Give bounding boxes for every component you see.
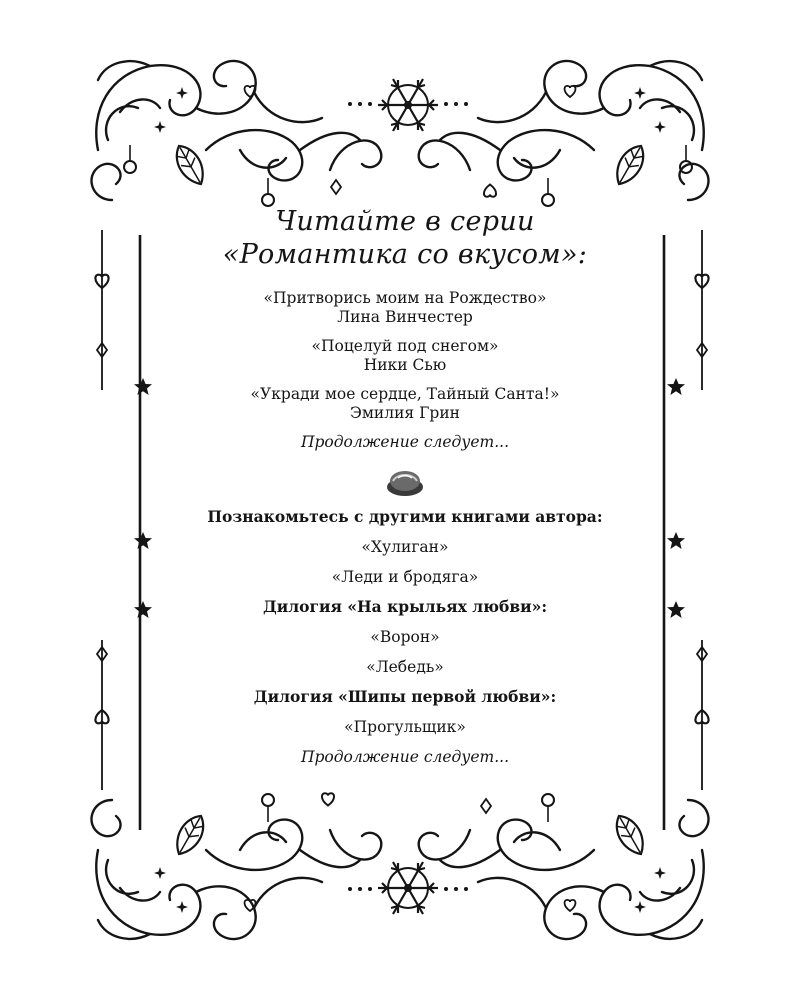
book-title: «Укради мое сердце, Тайный Санта!» (250, 385, 560, 403)
series-heading-line2: «Романтика со вкусом»: (222, 239, 588, 270)
book-title: «Поцелуй под снегом» (311, 337, 499, 355)
series-continuation: Продолжение следует... (300, 433, 510, 451)
chocolate-candy-icon (383, 467, 427, 499)
book-title: «Леди и бродяга» (331, 568, 479, 586)
other-books-continuation: Продолжение следует... (300, 748, 510, 766)
book-author: Эмилия Грин (350, 404, 460, 422)
book-title: «Хулиган» (361, 538, 449, 556)
book-author: Ники Сью (363, 356, 447, 374)
book-title: «Притворись моим на Рождество» (263, 289, 547, 307)
series-heading (150, 205, 660, 271)
series-heading-line1: Читайте в серии (275, 206, 535, 237)
book-title: «Прогульщик» (344, 718, 466, 736)
series-book-1 (150, 289, 660, 327)
book-title: «Лебедь» (366, 658, 444, 676)
other-books-heading: Познакомьтесь с другими книгами автора: (207, 507, 603, 526)
book-title: «Ворон» (370, 628, 440, 646)
series-book-2 (150, 337, 660, 375)
book-author: Лина Винчестер (337, 308, 473, 326)
dilogy-heading: Дилогия «Шипы первой любви»: (253, 687, 557, 706)
dilogy-heading: Дилогия «На крыльях любви»: (262, 597, 548, 616)
series-book-3 (150, 385, 660, 423)
page-content (150, 205, 660, 777)
